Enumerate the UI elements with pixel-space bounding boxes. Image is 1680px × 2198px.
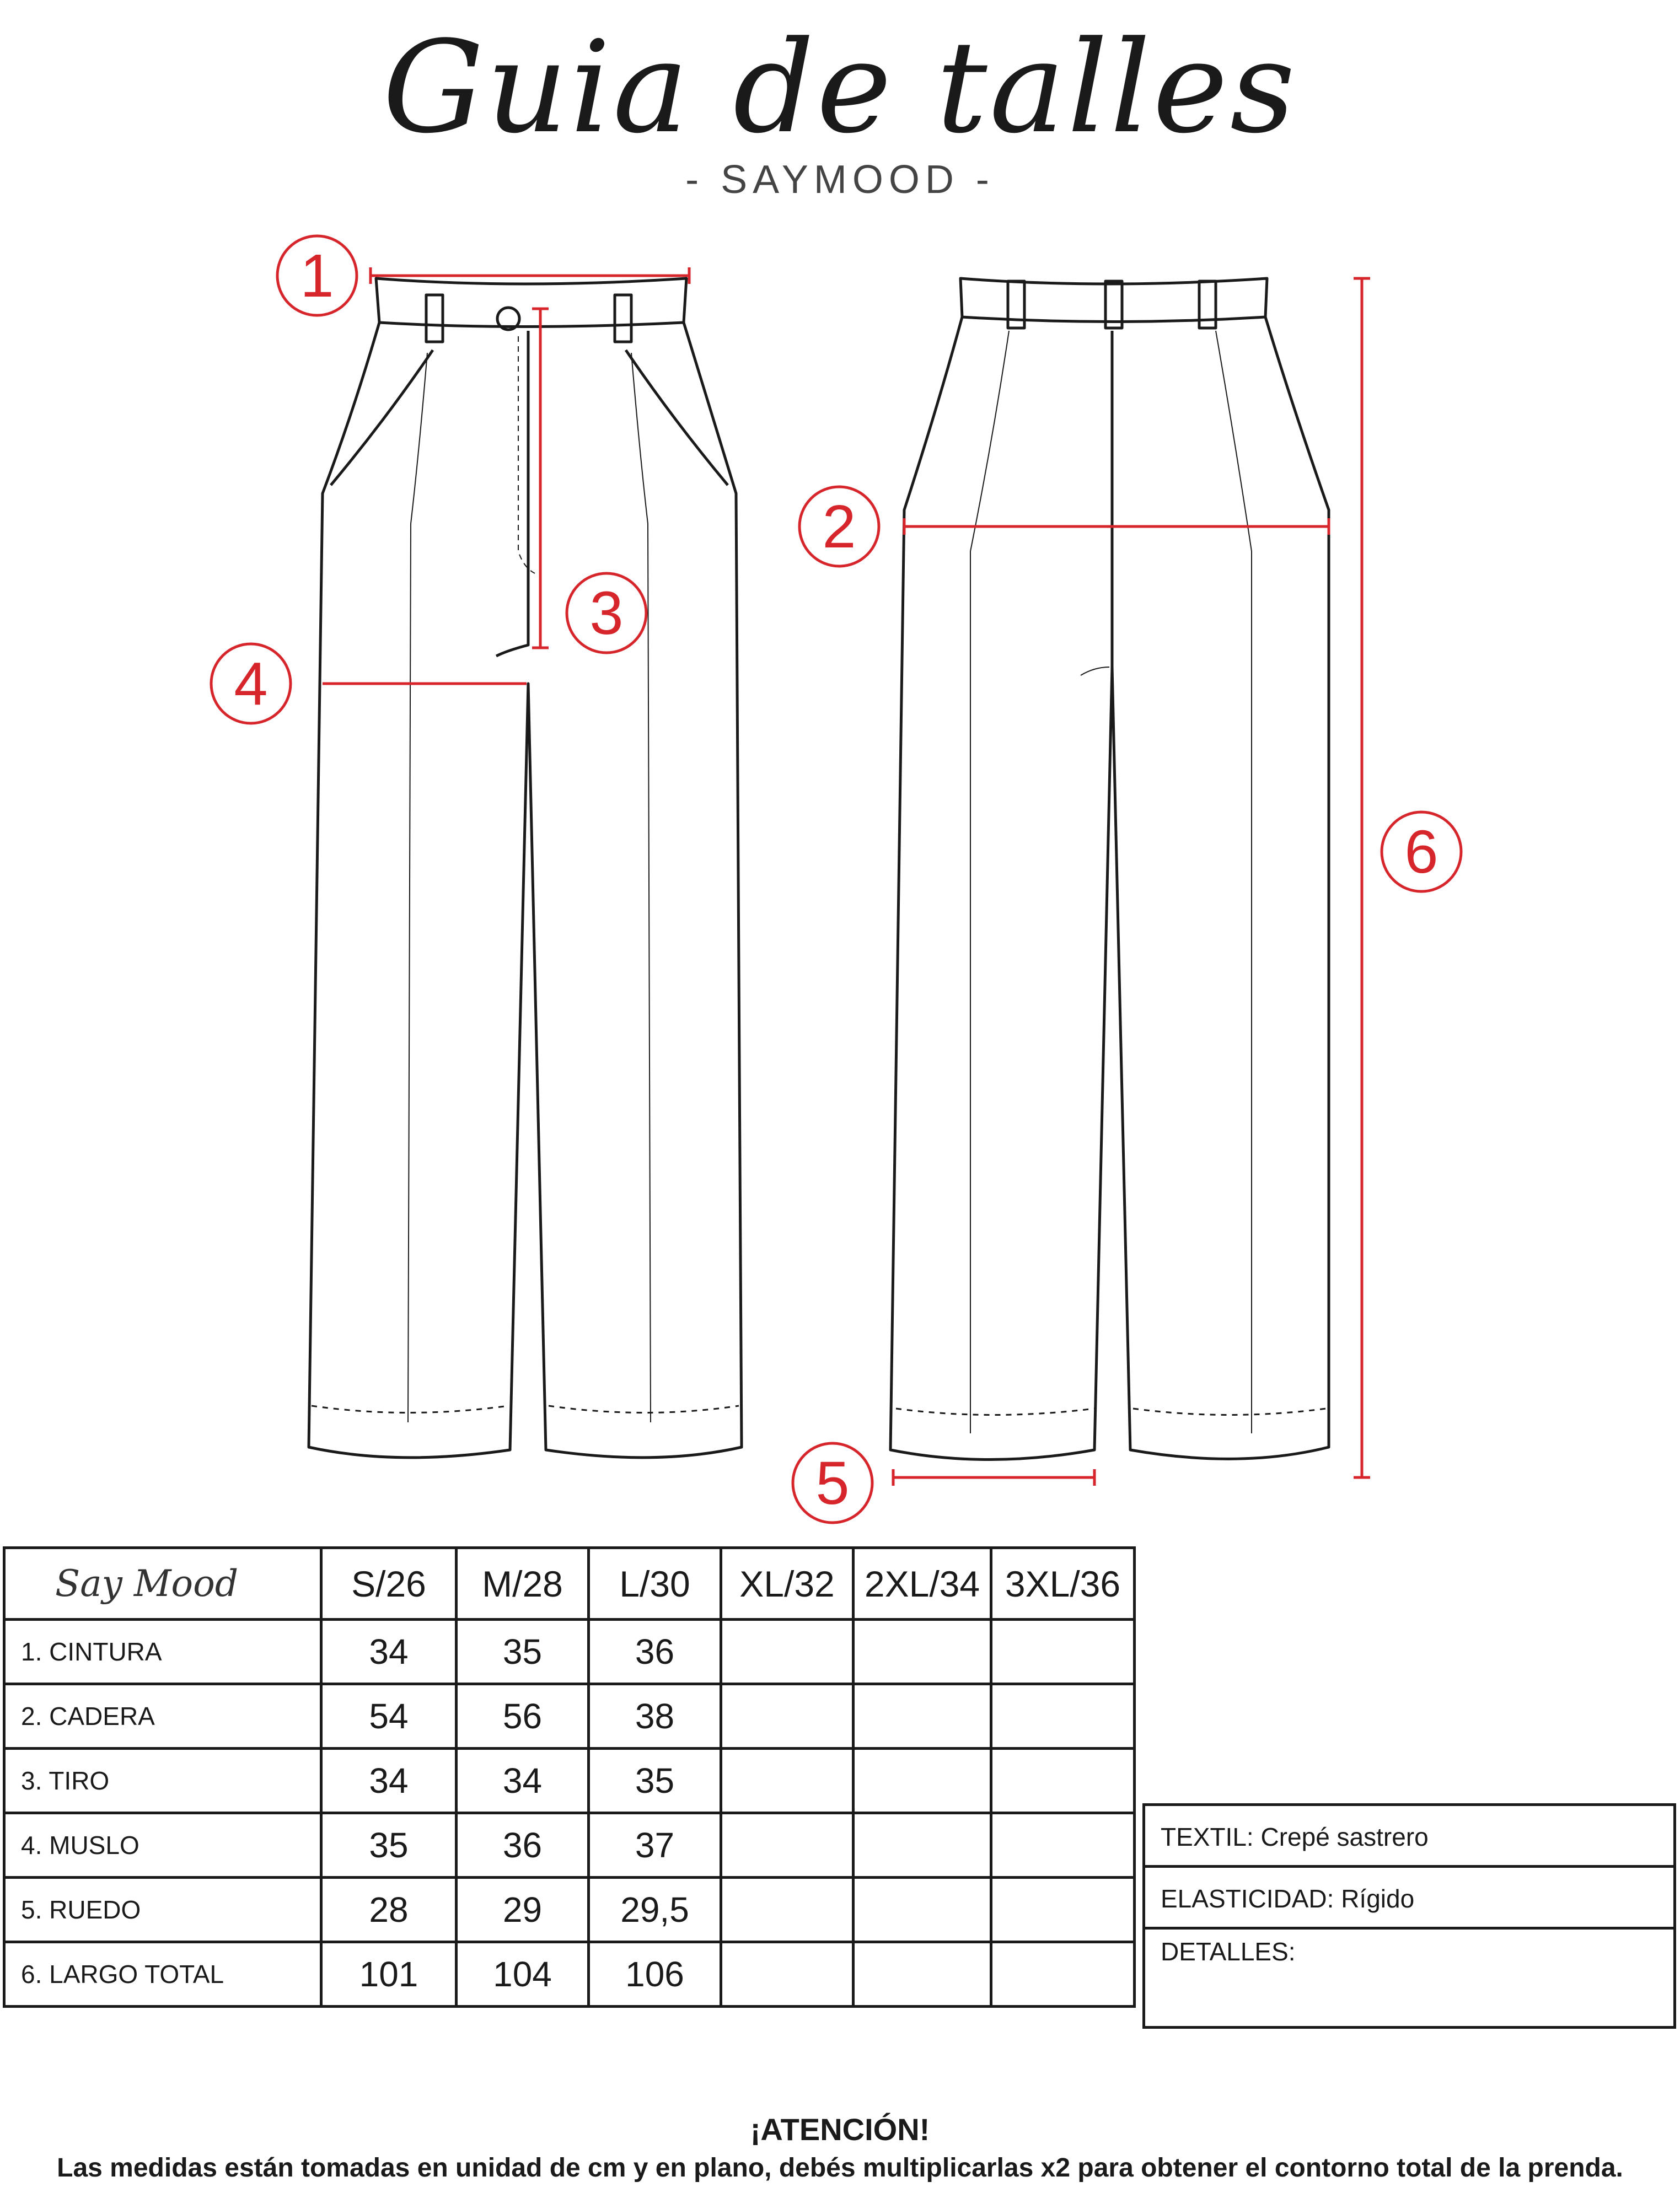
table-cell: [991, 1684, 1135, 1749]
table-cell: 35: [589, 1749, 721, 1813]
column-header: 2XL/34: [854, 1548, 991, 1620]
table-row: [4, 1749, 1135, 1813]
table-cell: 29: [457, 1878, 589, 1942]
table-cell: 28: [321, 1878, 457, 1942]
brand-name: - SAYMOOD -: [685, 158, 995, 202]
table-cell: [991, 1878, 1135, 1942]
table-cell: 35: [457, 1620, 589, 1684]
table-cell: 29,5: [589, 1878, 721, 1942]
table-cell: 36: [589, 1620, 721, 1684]
callout-4: [211, 644, 291, 723]
table-cell: [854, 1942, 991, 2007]
column-header: 3XL/36: [991, 1548, 1135, 1620]
table-cell: [721, 1942, 854, 2007]
table-cell: 38: [589, 1684, 721, 1749]
table-cell: [991, 1749, 1135, 1813]
textil-info: TEXTIL: Crepé sastrero: [1145, 1806, 1673, 1868]
table-cell: 34: [457, 1749, 589, 1813]
table-header-row: [4, 1548, 1135, 1620]
callout-5-label: 5: [815, 1449, 850, 1517]
detalles-info: DETALLES:: [1161, 1937, 1296, 1966]
column-header: XL/32: [721, 1548, 854, 1620]
elasticidad-info: ELASTICIDAD: Rígido: [1145, 1868, 1673, 1930]
page-title: Guia de talles: [383, 14, 1297, 162]
table-row: [4, 1942, 1135, 2007]
table-cell: [721, 1813, 854, 1878]
table-row: [4, 1684, 1135, 1749]
table-cell: 101: [321, 1942, 457, 2007]
table-cell: [854, 1813, 991, 1878]
table-cell: 54: [321, 1684, 457, 1749]
column-header: L/30: [589, 1548, 721, 1620]
table-cell: [721, 1684, 854, 1749]
row-label: 6. LARGO TOTAL: [4, 1942, 321, 2007]
size-table: [3, 1546, 1136, 2008]
measurement-lines: [323, 267, 1370, 1486]
back-trousers-drawing: [890, 278, 1329, 1460]
table-cell: 56: [457, 1684, 589, 1749]
callout-4-label: 4: [234, 650, 268, 718]
table-cell: 36: [457, 1813, 589, 1878]
callout-2-label: 2: [822, 493, 856, 561]
attention-heading: ¡ATENCIÓN!: [750, 2112, 930, 2147]
table-cell: [991, 1813, 1135, 1878]
table-row: [4, 1878, 1135, 1942]
callout-3: [567, 573, 646, 653]
table-cell: 106: [589, 1942, 721, 2007]
saymood-logo: Say Mood: [4, 1548, 321, 1620]
table-cell: [854, 1749, 991, 1813]
front-trousers-drawing: [309, 278, 742, 1458]
table-row: [4, 1620, 1135, 1684]
table-cell: [991, 1942, 1135, 2007]
table-cell: 104: [457, 1942, 589, 2007]
row-label: 4. MUSLO: [4, 1813, 321, 1878]
table-cell: [991, 1620, 1135, 1684]
callout-6: [1382, 812, 1461, 891]
row-label: 3. TIRO: [4, 1749, 321, 1813]
table-cell: 35: [321, 1813, 457, 1878]
table-cell: [854, 1620, 991, 1684]
table-row: [4, 1813, 1135, 1878]
measurement-note: Las medidas están tomadas en unidad de cm y en plano, debés multiplicarlas x2 para obtener el contorno total de la prenda.: [57, 2153, 1623, 2183]
table-cell: [854, 1684, 991, 1749]
row-label: 2. CADERA: [4, 1684, 321, 1749]
fabric-info-box: [1142, 1803, 1676, 2029]
table-cell: [721, 1878, 854, 1942]
callout-3-label: 3: [589, 579, 624, 647]
table-cell: [854, 1878, 991, 1942]
table-cell: 37: [589, 1813, 721, 1878]
table-cell: [721, 1749, 854, 1813]
column-header: M/28: [457, 1548, 589, 1620]
callout-1: [277, 236, 357, 315]
table-cell: [721, 1620, 854, 1684]
callout-6-label: 6: [1404, 818, 1439, 886]
row-label: 1. CINTURA: [4, 1620, 321, 1684]
callout-2: [799, 487, 879, 566]
callout-1-label: 1: [300, 242, 334, 310]
table-cell: 34: [321, 1749, 457, 1813]
table-cell: 34: [321, 1620, 457, 1684]
row-label: 5. RUEDO: [4, 1878, 321, 1942]
callout-5: [793, 1443, 872, 1523]
column-header: S/26: [321, 1548, 457, 1620]
